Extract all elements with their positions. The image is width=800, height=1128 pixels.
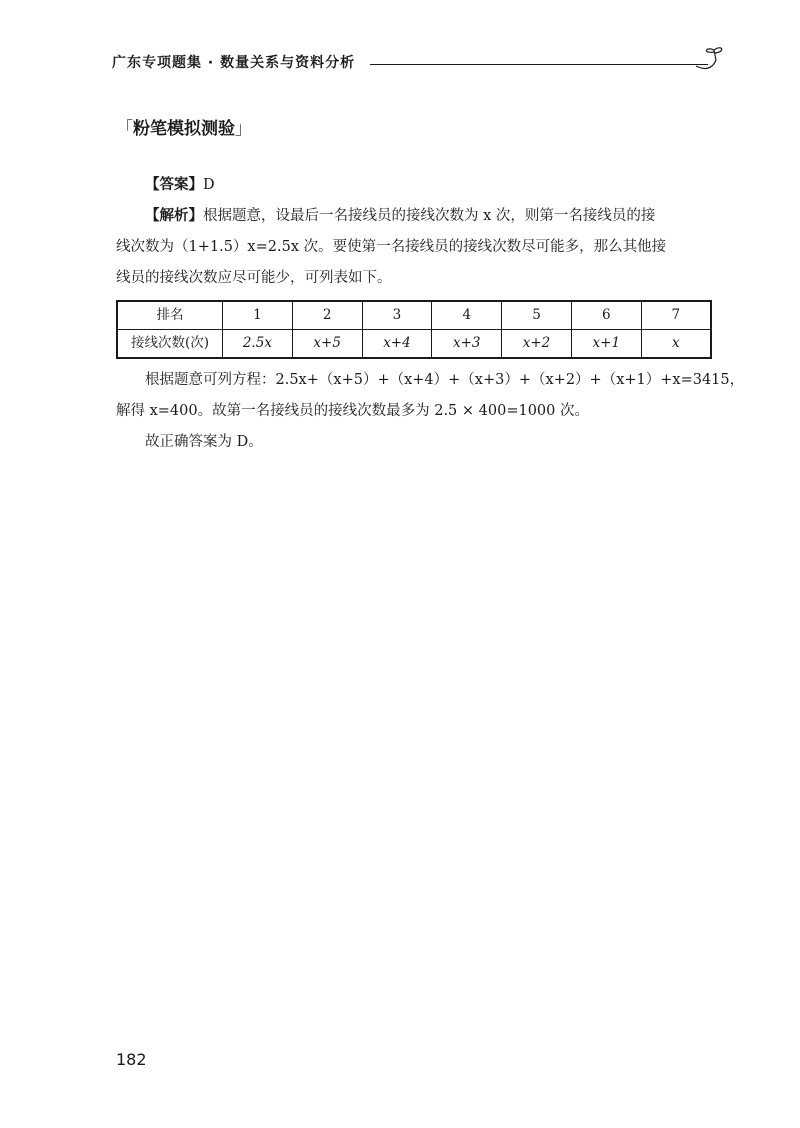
section-title — [116, 114, 252, 139]
table-cell: 接线次数(次) — [117, 330, 223, 359]
answer-label: 【答案】 — [145, 177, 203, 193]
table-cell: x+2 — [502, 330, 572, 359]
section-title-text: 粉笔模拟测验 — [133, 119, 235, 139]
table-cell: 6 — [571, 301, 641, 330]
analysis-text-1: 根据题意，设最后一名接线员的接线次数为 x 次，则第一名接线员的接 — [203, 208, 656, 224]
page-number: 182 — [116, 1050, 147, 1069]
analysis-line-2: 线次数为（1+1.5）x=2.5x 次。要使第一名接线员的接线次数尽可能多，那么其他接 — [116, 239, 667, 255]
section-close-bracket: 」 — [235, 119, 252, 139]
analysis-label: 【解析】 — [145, 208, 203, 224]
solution-conclusion: 故正确答案为 D。 — [145, 434, 263, 450]
header-title: 广东专项题集 · 数量关系与资料分析 — [112, 55, 356, 71]
answer-value: D — [203, 177, 215, 193]
answer-content — [116, 170, 745, 458]
page-header — [112, 48, 722, 78]
table-cell: x+5 — [292, 330, 362, 359]
table-row — [117, 330, 711, 359]
table-cell: x — [641, 330, 711, 359]
solution-line-2: 解得 x=400。故第一名接线员的接线次数最多为 2.5 × 400=1000 次。 — [116, 403, 589, 419]
sprout-icon — [692, 40, 728, 74]
analysis-line-3: 线员的接线次数应尽可能少，可列表如下。 — [116, 270, 392, 286]
table-cell: 3 — [362, 301, 432, 330]
answer-line — [116, 170, 716, 201]
table-cell: 4 — [432, 301, 502, 330]
solution-line-1: 根据题意可列方程：2.5x+（x+5）+（x+4）+（x+3）+（x+2）+（x+1）+x=3415， — [145, 372, 745, 388]
table-cell: x+1 — [571, 330, 641, 359]
table-cell: x+3 — [432, 330, 502, 359]
table-row — [117, 301, 711, 330]
table-cell: 排名 — [117, 301, 223, 330]
table-cell: 1 — [223, 301, 293, 330]
table-cell: 7 — [641, 301, 711, 330]
analysis-line-1 — [116, 201, 716, 232]
table-cell: 2.5x — [223, 330, 293, 359]
ranking-table — [116, 300, 712, 359]
table-cell: 5 — [502, 301, 572, 330]
header-rule — [370, 64, 708, 65]
table-cell: 2 — [292, 301, 362, 330]
section-open-bracket: 「 — [116, 119, 133, 139]
table-cell: x+4 — [362, 330, 432, 359]
